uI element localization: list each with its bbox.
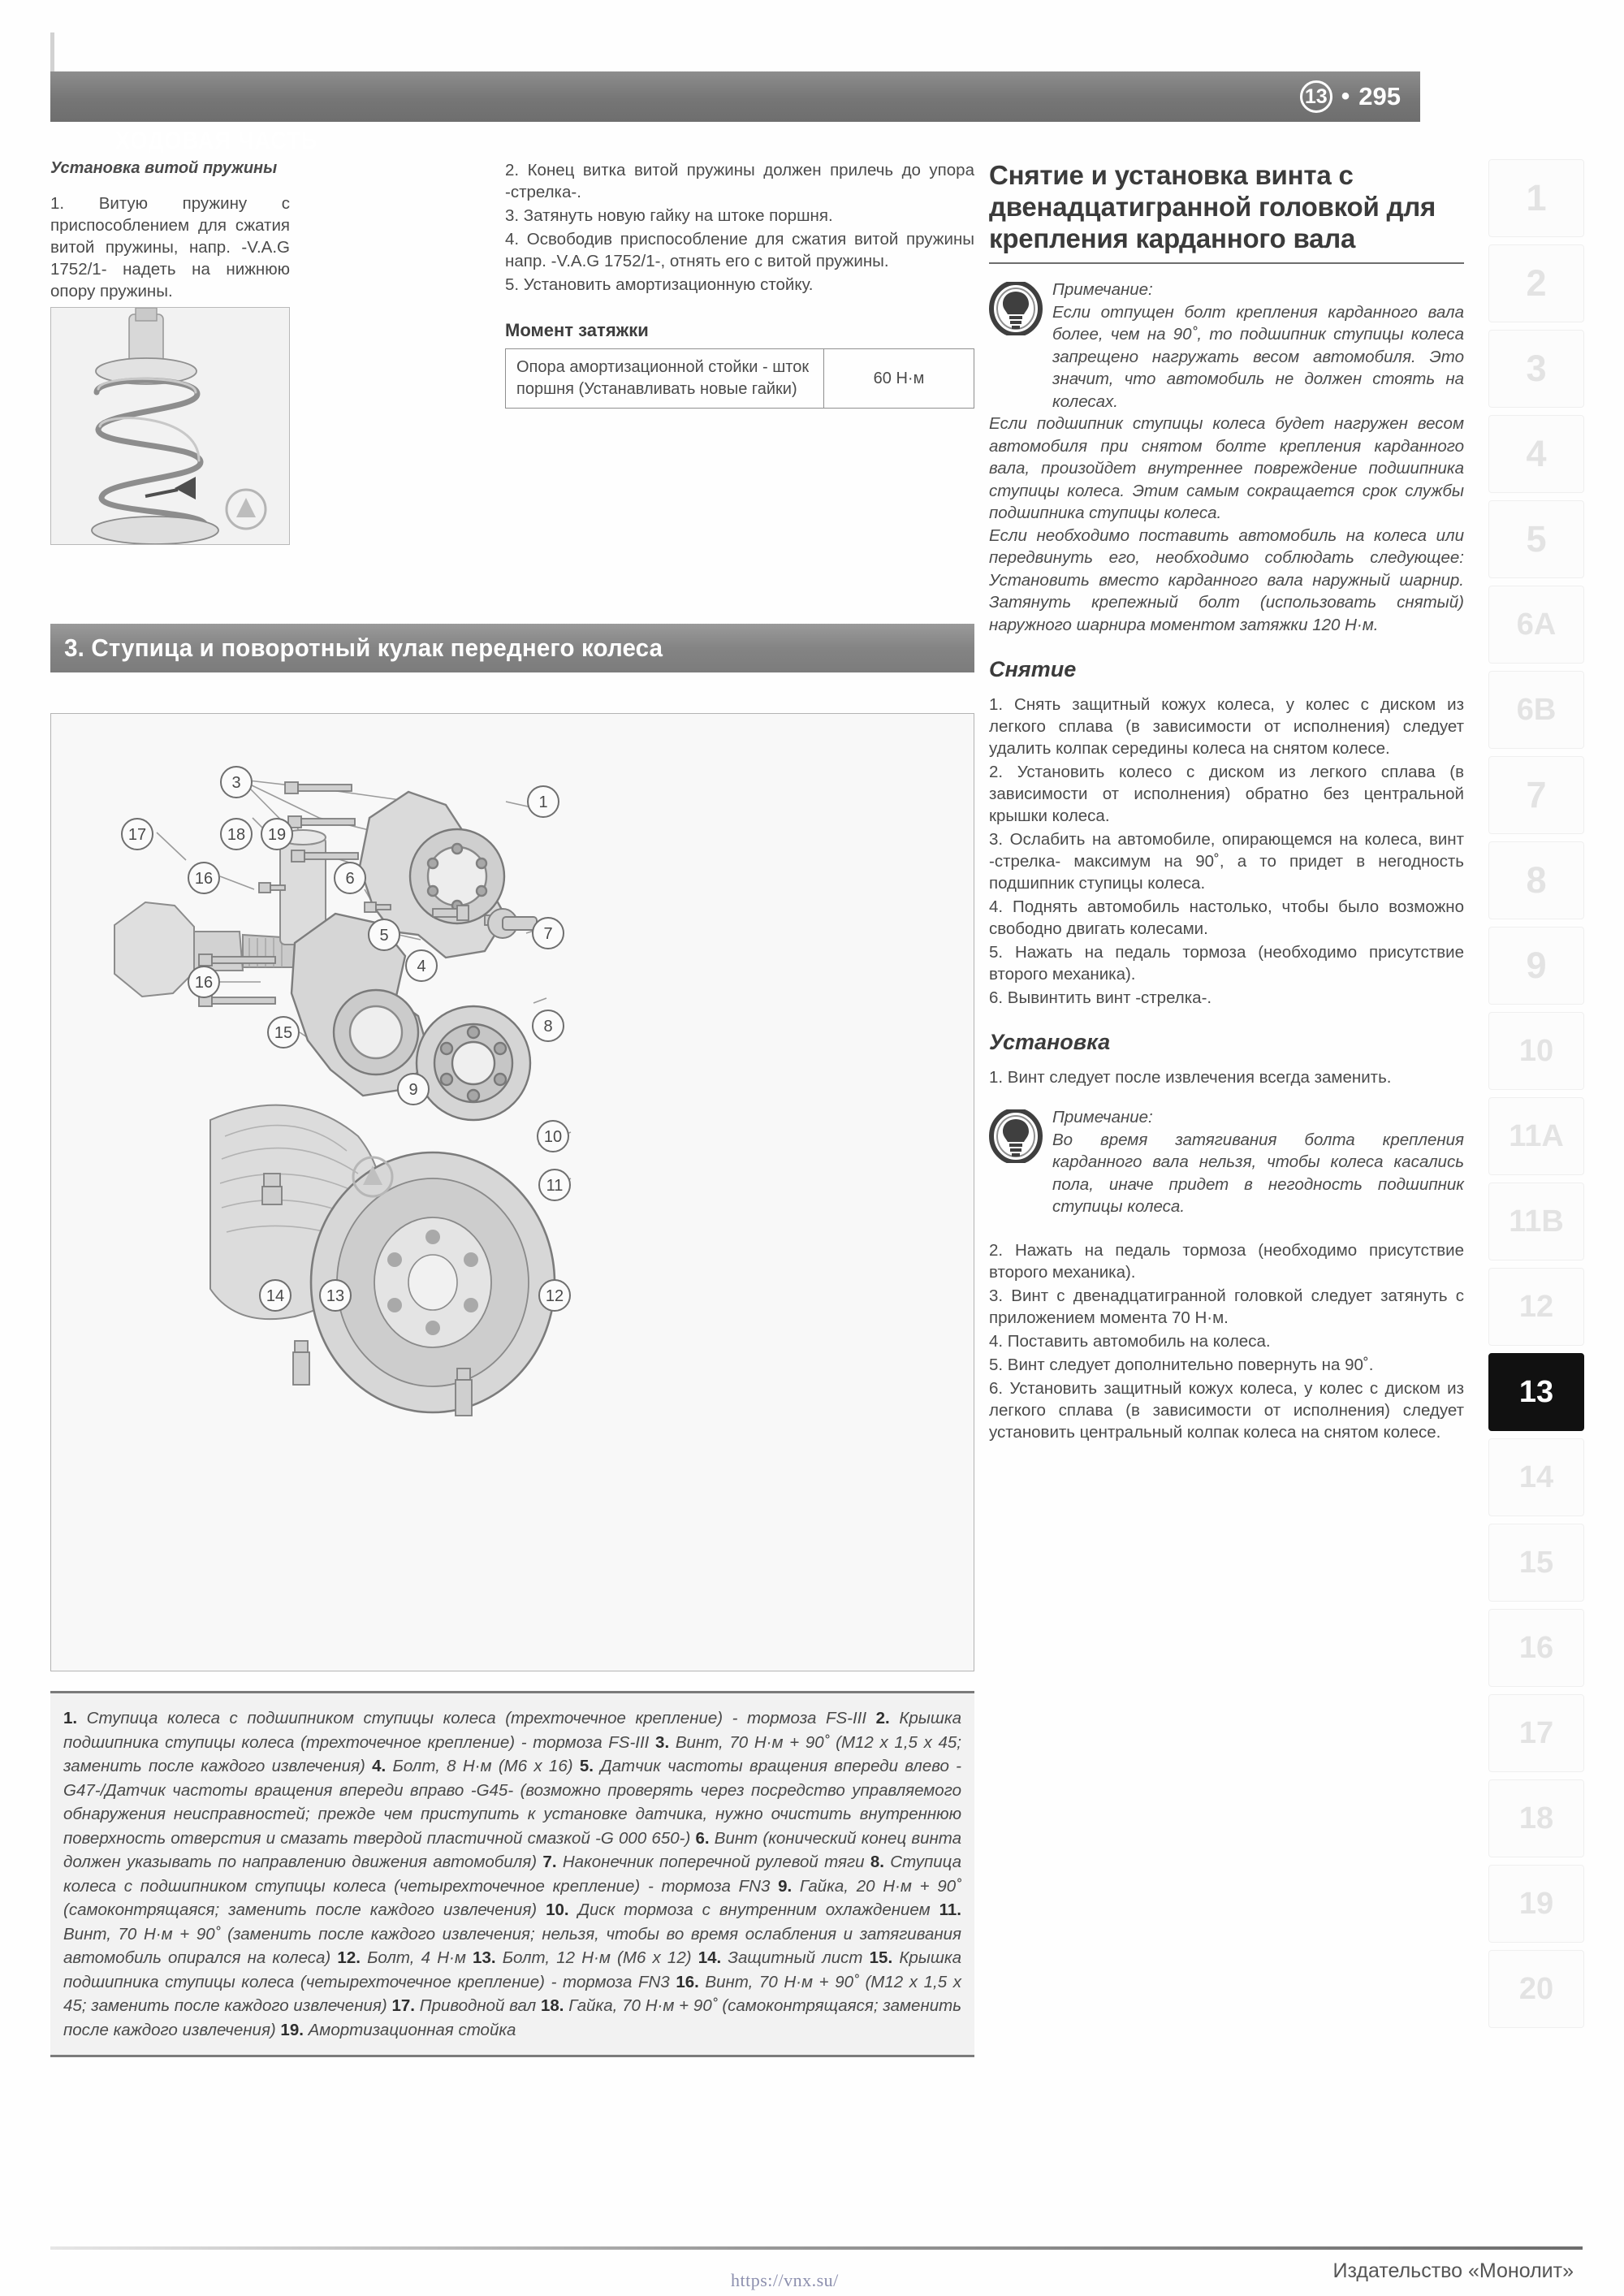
publisher-name: Издательство «Монолит»	[1332, 2259, 1574, 2282]
separator-dot: •	[1341, 83, 1350, 110]
chapter-tab-11A[interactable]: 11A	[1488, 1097, 1584, 1175]
svg-text:12: 12	[545, 1287, 564, 1305]
chapter-tab-strip[interactable]	[1488, 159, 1584, 2035]
svg-text:7: 7	[543, 925, 553, 943]
note-2-label: Примечание:	[1052, 1108, 1153, 1126]
legend-item-number: 15.	[869, 1948, 893, 1967]
note-1-paragraph-3: Если необходимо поставить автомобиль на колеса или передвинуть его, необходимо соблюдать следующее: Установить вместо карданного вала наружный шарнир. Затянуть крепежный болт (использовать снятый) наружного шарнира моментом затяжки 120 Н·м.	[989, 525, 1464, 634]
chapter-tab-5[interactable]: 5	[1488, 500, 1584, 578]
svg-text:5: 5	[379, 927, 389, 945]
svg-text:17: 17	[127, 826, 147, 844]
legend-item-number: 3.	[655, 1732, 670, 1752]
removal-step-5: 5. Нажать на педаль тормоза (необходимо присутствие второго механика).	[989, 943, 1464, 984]
chapter-tab-18[interactable]: 18	[1488, 1779, 1584, 1857]
section-title-bar	[50, 624, 974, 672]
column-left	[50, 159, 290, 304]
svg-text:1: 1	[538, 793, 548, 811]
removal-step-3: 3. Ослабить на автомобиле, опирающемся на колеса, винт -стрелка- максимум на 90˚, а то придет в негодность подшипник ступицы колеса.	[989, 830, 1464, 893]
middle-step-2: 2. Конец витка витой пружины должен прилечь до упора -стрелка-.	[505, 161, 974, 201]
chapter-tab-11B[interactable]: 11B	[1488, 1183, 1584, 1260]
chapter-tab-14[interactable]: 14	[1488, 1438, 1584, 1516]
removal-step-1: 1. Снять защитный кожух колеса, у колес с диском из легкого сплава (в зависимости от исполнения) следует удалить колпак середины колеса на снятом колесе.	[989, 695, 1464, 758]
svg-text:15: 15	[274, 1024, 293, 1042]
torque-name-cell: Опора амортизационной стойки - шток поршня (Устанавливать новые гайки)	[506, 349, 824, 409]
install-step-1: 1. Винт следует после извлечения всегда заменить.	[989, 1068, 1392, 1087]
legend-item-number: 10.	[546, 1900, 569, 1919]
diagram-legend	[50, 1691, 974, 2057]
chapter-tab-13[interactable]: 13	[1488, 1353, 1584, 1431]
note-2-paragraph-1: Во время затягивания болта крепления карданного вала нельзя, чтобы колеса касались пола, иначе придет в негодность подшипник ступицы колеса.	[1052, 1130, 1464, 1216]
left-subheading: Установка витой пружины	[50, 159, 278, 177]
chapter-tab-9[interactable]: 9	[1488, 927, 1584, 1005]
install-step-4: 4. Поставить автомобиль на колеса.	[989, 1331, 1271, 1351]
middle-step-3: 3. Затянуть новую гайку на штоке поршня.	[505, 206, 833, 225]
removal-heading: Снятие	[989, 657, 1077, 681]
svg-text:16: 16	[194, 974, 214, 992]
install-heading: Установка	[989, 1030, 1111, 1054]
torque-table-title: Момент затяжки	[505, 320, 649, 340]
legend-item-number: 1.	[63, 1709, 78, 1727]
svg-text:3: 3	[231, 774, 241, 792]
chapter-tab-19[interactable]: 19	[1488, 1865, 1584, 1943]
wheel-hub-part	[417, 1006, 530, 1120]
svg-text:19: 19	[267, 826, 287, 844]
page-header-bar	[50, 71, 1420, 154]
page-edge-rule	[50, 32, 54, 75]
table-row	[506, 349, 974, 409]
legend-item-number: 16.	[676, 1972, 699, 1991]
svg-text:11: 11	[546, 1177, 564, 1195]
note-block-2	[989, 1106, 1464, 1218]
chapter-tab-3[interactable]: 3	[1488, 330, 1584, 408]
torque-table	[505, 348, 974, 409]
legend-item-number: 17.	[391, 1996, 415, 2015]
right-column-heading: Снятие и установка винта с двенадцатигранной головкой для крепления карданного вала	[989, 159, 1464, 264]
legend-item-number: 8.	[870, 1853, 884, 1871]
svg-text:14: 14	[266, 1287, 285, 1305]
svg-text:4: 4	[417, 958, 426, 975]
chapter-tab-10[interactable]: 10	[1488, 1012, 1584, 1090]
page-title: ХОДОВАЯ ЧАСТЬ	[115, 128, 318, 154]
brake-disc-part	[311, 1152, 555, 1412]
svg-text:8: 8	[543, 1018, 553, 1036]
torque-value-cell: 60 Н·м	[824, 349, 974, 409]
middle-step-4: 4. Освободив приспособление для сжатия витой пружины напр. -V.A.G 1752/1-, отнять его с витой пружины.	[505, 230, 974, 270]
install-step-2: 2. Нажать на педаль тормоза (необходимо присутствие второго механика).	[989, 1240, 1464, 1282]
legend-item-number: 6.	[695, 1828, 710, 1848]
chapter-tab-17[interactable]: 17	[1488, 1694, 1584, 1772]
source-watermark: https://vnx.su/	[731, 2270, 839, 2290]
chapter-tab-6B[interactable]: 6B	[1488, 671, 1584, 749]
chapter-badge: 13	[1300, 80, 1332, 113]
page-number: 295	[1358, 82, 1401, 110]
page-number-group	[1300, 71, 1401, 122]
svg-text:6: 6	[345, 870, 355, 888]
legend-text: 1. Ступица колеса с подшипником ступицы колеса (трехточечное крепление) - тормоза FS-III 2. Крышка подшипника ступицы колеса (трехточечное крепление) - тормоза FS-III 3. Винт, 70 Н·м + 90˚ (М12 х 1,5 х 45; заменить после каждого извлечения) 4. Болт, 8 Н·м (М6 х 16) 5. Датчик частоты вращения впереди влево -G47-/Датчик частоты вращения впереди вправо -G45- (возможно проверять через посредство управляемого обнаружения неисправностей; прежде чем приступить к установке датчика, нужно очистить внутреннюю поверхность отверстия и смазать твердой пластичной смазкой -G 000 650-) 6. Винт (конический конец винта должен указывать по направлению движения автомобиля) 7. Наконечник поперечной рулевой тяги 8. Ступица колеса с подшипником ступицы колеса (четырехточечное крепление) - тормоза FN3 9. Гайка, 20 Н·м + 90˚ (самоконтрящаяся; заменить после каждого извлечения) 10. Диск тормоза с внутренним охлаждением 11. Винт, 70 Н·м + 90˚ (заменить после каждого извлечения; нельзя, чтобы во время ослабления и затягивания автомобиль опирался на колеса) 12. Болт, 4 Н·м 13. Болт, 12 Н·м (М6 х 12) 14. Защитный лист 15. Крышка подшипника ступицы колеса (четырехточечное крепление) - тормоза FN3 16. Винт, 70 Н·м + 90˚ (М12 х 1,5 х 45; заменить после каждого извлечения) 17. Приводной вал 18. Гайка, 70 Н·м + 90˚ (самоконтрящаяся; заменить после каждого извлечения) 19. Амортизационная стойка	[63, 1709, 961, 2039]
svg-text:18: 18	[227, 826, 246, 844]
coil-spring-svg	[51, 308, 290, 545]
middle-step-5: 5. Установить амортизационную стойку.	[505, 275, 814, 294]
chapter-tab-1[interactable]: 1	[1488, 159, 1584, 237]
svg-text:10: 10	[543, 1128, 563, 1146]
lightbulb-icon	[989, 282, 1043, 335]
legend-item-number: 18.	[541, 1996, 564, 2015]
chapter-tab-20[interactable]: 20	[1488, 1950, 1584, 2028]
legend-item-number: 14.	[698, 1948, 722, 1967]
legend-item-number: 5.	[579, 1757, 594, 1775]
legend-item-number: 9.	[778, 1876, 793, 1896]
legend-item-number: 11.	[939, 1900, 961, 1919]
svg-text:16: 16	[194, 870, 214, 888]
svg-text:9: 9	[408, 1081, 418, 1099]
chapter-tab-4[interactable]: 4	[1488, 415, 1584, 493]
note-1-label: Примечание:	[1052, 280, 1153, 299]
note-1-paragraph-1-head: Если отпущен болт крепления карданного вала более, чем на 90˚, то подшипник ступицы колеса запрещено нагружать весом автомобиля. Это значит, что автомобиль не должен стоять на колесах.	[1052, 302, 1464, 411]
chapter-tab-6A[interactable]: 6A	[1488, 586, 1584, 664]
exploded-view-svg	[51, 714, 974, 1671]
chapter-tab-2[interactable]: 2	[1488, 244, 1584, 322]
removal-step-2: 2. Установить колесо с диском из легкого сплава (в зависимости от исполнения) обратно без центральной крышки колеса.	[989, 763, 1464, 825]
legend-item-number: 13.	[473, 1948, 496, 1967]
legend-item-number: 4.	[372, 1757, 387, 1775]
legend-item-number: 12.	[337, 1948, 361, 1967]
chapter-tab-12[interactable]: 12	[1488, 1268, 1584, 1346]
left-step-1: 1. Витую пружину с приспособлением для сжатия витой пружины, напр. -V.A.G 1752/1- надеть на нижнюю опору пружины.	[50, 194, 290, 301]
legend-item-number: 19.	[280, 2020, 304, 2039]
removal-step-6: 6. Вывинтить винт -стрелка-.	[989, 988, 1212, 1007]
lightbulb-icon	[989, 1109, 1043, 1163]
column-middle	[505, 159, 974, 409]
chapter-tab-16[interactable]: 16	[1488, 1609, 1584, 1687]
install-step-5: 5. Винт следует дополнительно повернуть на 90˚.	[989, 1355, 1374, 1374]
section-title: 3. Ступица и поворотный кулак переднего колеса	[64, 633, 663, 662]
removal-step-4: 4. Поднять автомобиль настолько, чтобы было возможно свободно двигать колесами.	[989, 897, 1464, 938]
legend-item-number: 2.	[875, 1709, 890, 1727]
footer-rule	[50, 2246, 1583, 2250]
coil-spring-figure	[50, 307, 290, 545]
note-1-paragraph-2: Если подшипник ступицы колеса будет нагружен весом автомобиля при снятом болте крепления карданного вала, произойдет внутреннее повреждение подшипника ступицы колеса. Этим самым сокращается срок службы подшипника ступицы колеса.	[989, 414, 1464, 522]
legend-item-number: 7.	[542, 1853, 557, 1871]
exploded-view-diagram	[50, 713, 974, 1671]
note-block-1	[989, 279, 1464, 636]
chapter-tab-7[interactable]: 7	[1488, 756, 1584, 834]
svg-text:13: 13	[326, 1287, 345, 1305]
install-step-3: 3. Винт с двенадцатигранной головкой следует затянуть с приложением момента 70 Н·м.	[989, 1286, 1464, 1327]
column-right	[989, 159, 1464, 1445]
chapter-tab-8[interactable]: 8	[1488, 841, 1584, 919]
chapter-tab-15[interactable]: 15	[1488, 1524, 1584, 1602]
install-step-6: 6. Установить защитный кожух колеса, у колес с диском из легкого сплава (в зависимости от исполнения) следует установить центральный колпак колеса на снятом колесе.	[989, 1378, 1464, 1442]
